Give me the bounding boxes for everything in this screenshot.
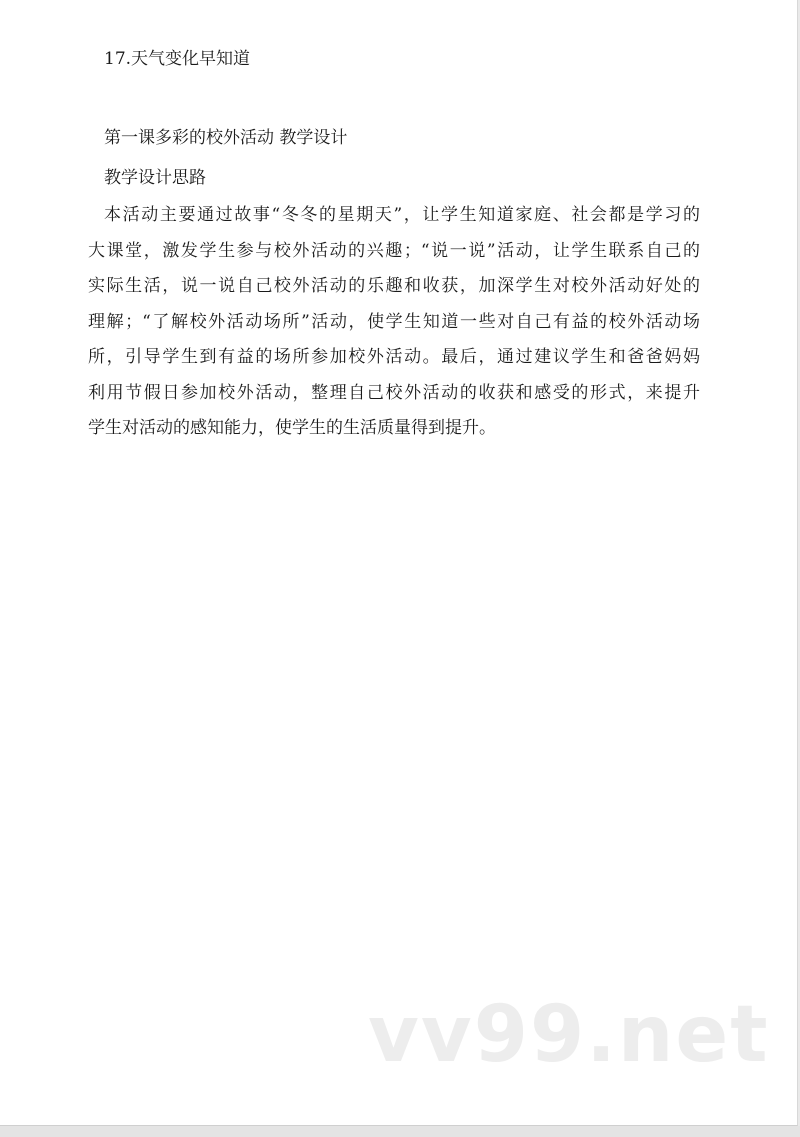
chapter-title: 17.天气变化早知道 bbox=[104, 49, 251, 69]
body-paragraph bbox=[88, 198, 700, 447]
paragraph-line: 所，引导学生到有益的场所参加校外活动。最后，通过建议学生和爸爸妈妈 bbox=[88, 347, 700, 367]
lesson-title: 第一课多彩的校外活动 教学设计 bbox=[104, 128, 348, 148]
paragraph-line: 理解；“了解校外活动场所”活动，使学生知道一些对自己有益的校外活动场 bbox=[88, 311, 700, 332]
paragraph-line: 大课堂，激发学生参与校外活动的兴趣；“说一说”活动，让学生联系自己的 bbox=[88, 240, 700, 261]
paragraph-line: 利用节假日参加校外活动，整理自己校外活动的收获和感受的形式，来提升 bbox=[88, 382, 700, 403]
watermark-logo: vv99.net bbox=[368, 990, 770, 1080]
page-bottom-edge bbox=[0, 1126, 800, 1137]
paragraph-line: 本活动主要通过故事“冬冬的星期天”，让学生知道家庭、社会都是学习的 bbox=[104, 205, 700, 225]
paragraph-line: 实际生活，说一说自己校外活动的乐趣和收获，加深学生对校外活动好处的 bbox=[88, 276, 700, 296]
paragraph-line: 学生对活动的感知能力，使学生的生活质量得到提升。 bbox=[88, 418, 496, 438]
section-heading: 教学设计思路 bbox=[104, 168, 206, 188]
